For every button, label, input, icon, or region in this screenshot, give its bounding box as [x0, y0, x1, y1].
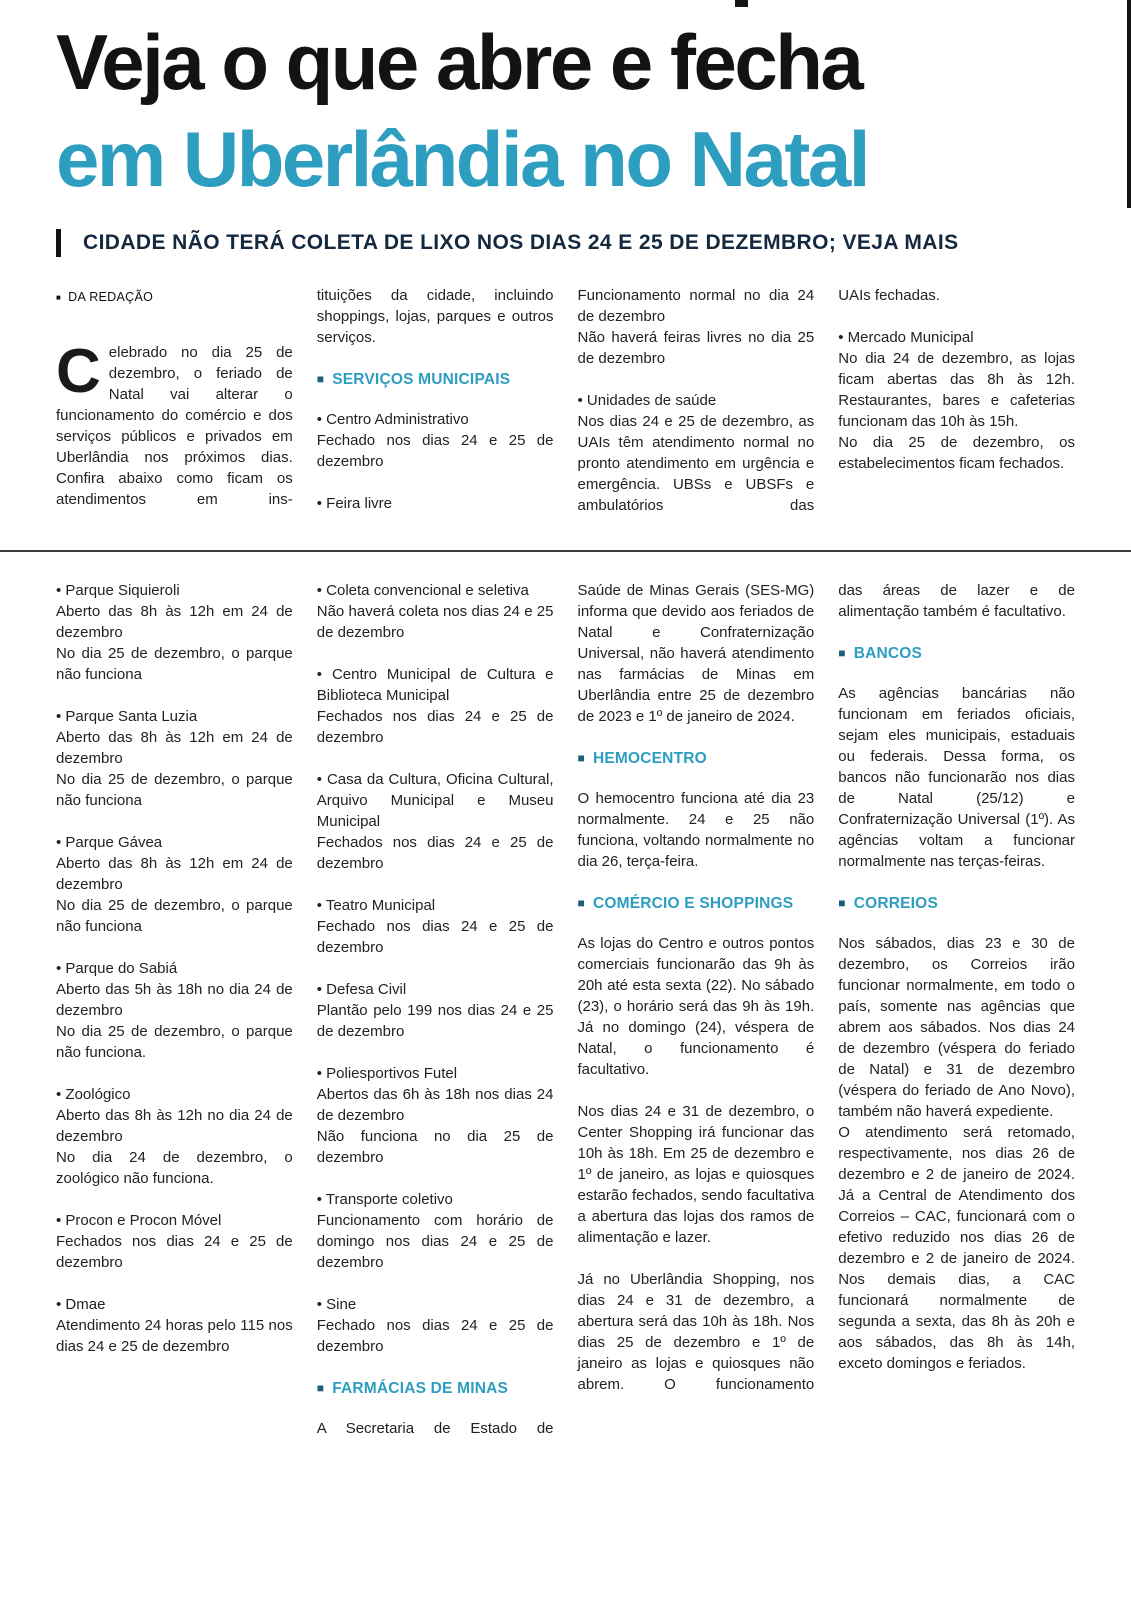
item-line: Fechado nos dias 24 e 25 de dezembro: [316, 918, 554, 957]
paragraph: UAIs fechadas.: [838, 287, 940, 305]
text-column: [838, 580, 1075, 1439]
section-divider: [0, 550, 1131, 552]
headline-line1: Veja o que abre e fecha: [56, 18, 862, 106]
paragraph: O hemocentro funciona até dia 23 normalmente. 24 e 25 não funciona, voltando normalmente no dia 26, terça-feira.: [577, 790, 815, 871]
list-item: [317, 769, 554, 874]
item-line: Abertos das 6h às 18h nos dias 24 de dezembro: [316, 1086, 554, 1125]
item-line: Funcionamento normal no dia 24 de dezembro: [577, 287, 815, 326]
list-item: [838, 327, 1075, 474]
item-line: • Transporte coletivo: [316, 1191, 453, 1209]
section-header: [317, 1378, 554, 1400]
item-line: Fechado nos dias 24 e 25 de dezembro: [316, 432, 554, 471]
item-line: • Poliesportivos Futel: [316, 1065, 458, 1083]
section-header: [838, 893, 1075, 915]
item-line: Não funciona no dia 25 de dezembro: [316, 1128, 554, 1167]
item-line: No dia 25 de dezembro, o parque não funciona.: [56, 1023, 293, 1062]
item-line: • Parque Gávea: [56, 834, 163, 852]
square-bullet-icon: ■: [838, 896, 846, 911]
section-header: [578, 748, 815, 770]
list-item: [317, 1294, 554, 1357]
paragraph: das áreas de lazer e de alimentação também é facultativo.: [838, 582, 1075, 621]
item-line: Não haverá coleta nos dias 24 e 25 de dezembro: [316, 603, 554, 642]
list-item: [56, 580, 293, 685]
item-line: Aberto das 8h às 12h em 24 de dezembro: [56, 855, 293, 894]
item-line: • Parque do Sabiá: [56, 960, 178, 978]
item-line: • Sine: [316, 1296, 357, 1314]
bottom-column-group: [56, 580, 1075, 1439]
list-item: [317, 1063, 554, 1168]
item-line: No dia 25 de dezembro, o parque não funciona: [56, 771, 293, 810]
item-line: No dia 25 de dezembro, o parque não funciona: [56, 645, 293, 684]
item-line: • Parque Santa Luzia: [56, 708, 198, 726]
item-line: Aberto das 5h às 18h no dia 24 de dezembro: [56, 981, 293, 1020]
page-edge-artifact: [1127, 0, 1131, 208]
lead-paragraph: Celebrado no dia 25 de dezembro, o feriado de Natal vai alterar o funcionamento do comércio e dos serviços públicos e privados em Uberlândia nos próximos dias. Confira abaixo como ficam os atendimentos em ins-: [56, 337, 293, 509]
list-item: [317, 979, 554, 1042]
square-bullet-icon: ■: [316, 372, 325, 387]
section-header: [317, 369, 554, 391]
text-column: [578, 580, 815, 1439]
text-column: [838, 285, 1075, 516]
item-line: Não haverá feiras livres no dia 25 de dezembro: [577, 329, 815, 368]
list-item: [317, 580, 554, 643]
paragraph: Nos dias 24 e 31 de dezembro, o Center Shopping irá funcionar das 10h às 18h. Em 25 de dezembro e 1º de janeiro, as lojas e quiosques estarão fechados, sendo facultativa a abertura das lojas dos ramos de alimentação e lazer.: [577, 1103, 815, 1247]
item-line: Fechados nos dias 24 e 25 de dezembro: [316, 708, 554, 747]
item-line: • Unidades de saúde: [577, 392, 717, 410]
section-header-label: SERVIÇOS MUNICIPAIS: [332, 371, 511, 389]
item-line: • Defesa Civil: [316, 981, 407, 999]
text-column: [56, 285, 293, 516]
item-line: Fechados nos dias 24 e 25 de dezembro: [56, 1233, 293, 1272]
paragraph: Saúde de Minas Gerais (SES-MG) informa que devido aos feriados de Natal e Confraternização Universal, não haverá atendimento nas farmácias de Minas em Uberlândia entre 25 de dezembro de 2023 e 1º de janeiro de 2024.: [577, 582, 815, 726]
list-item: [578, 390, 815, 516]
article-headline: [56, 14, 1075, 207]
item-line: • Centro Municipal de Cultura e Biblioteca Municipal: [316, 666, 554, 705]
square-bullet-icon: ■: [577, 751, 585, 766]
list-item: [317, 1189, 554, 1273]
top-column-group: [56, 285, 1075, 516]
paragraph: Já no Uberlândia Shopping, nos dias 24 e 31 de dezembro, a abertura será das 10h às 18h. Nos dias 25 de dezembro e 1º de janeiro as lojas e quiosques não abrem. O funcionamento: [577, 1271, 815, 1394]
list-item: [56, 706, 293, 811]
item-line: • Dmae: [56, 1296, 106, 1314]
section-header-label: COMÉRCIO E SHOPPINGS: [592, 895, 794, 913]
byline-square-icon: ■: [56, 292, 62, 302]
item-line: • Zoológico: [56, 1086, 131, 1104]
list-item: [838, 933, 1075, 1374]
item-line: • Feira livre: [316, 495, 393, 513]
list-item: [56, 832, 293, 937]
text-column: [56, 580, 293, 1439]
square-bullet-icon: ■: [577, 896, 585, 911]
section-header: [838, 643, 1075, 665]
paragraph: tituições da cidade, incluindo shoppings, lojas, parques e outros serviços.: [316, 287, 554, 347]
text-column: [578, 285, 815, 516]
item-line: Aberto das 8h às 12h em 24 de dezembro: [56, 729, 293, 768]
item-line: Fechados nos dias 24 e 25 de dezembro: [316, 834, 554, 873]
section-header-label: CORREIOS: [853, 895, 938, 913]
kicker-bar-icon: [56, 229, 61, 257]
list-item: [56, 1294, 293, 1357]
item-line: No dia 24 de dezembro, as lojas ficam abertas das 8h às 12h. Restaurantes, bares e cafeterias funcionam das 10h às 15h.: [838, 350, 1075, 431]
item-line: Fechado nos dias 24 e 25 de dezembro: [316, 1317, 554, 1356]
kicker: [56, 229, 1075, 257]
item-line: Aberto das 8h às 12h no dia 24 de dezembro: [56, 1107, 293, 1146]
kicker-text: CIDADE NÃO TERÁ COLETA DE LIXO NOS DIAS 24 E 25 DE DEZEMBRO; VEJA MAIS: [83, 231, 959, 255]
list-item: [56, 1210, 293, 1273]
section-header: [578, 893, 815, 915]
list-item: [317, 409, 554, 472]
list-item: [317, 895, 554, 958]
headline-line2: em Uberlândia no Natal: [56, 114, 868, 203]
paragraph: As lojas do Centro e outros pontos comerciais funcionarão das 9h às 20h até esta sexta (22). No sábado (23), o horário será das 9h às 19h. Já no domingo (24), véspera de Natal, o funcionamento é facultativo.: [577, 935, 815, 1079]
square-bullet-icon: ■: [316, 1381, 325, 1396]
item-line: No dia 25 de dezembro, os estabelecimentos ficam fechados.: [838, 434, 1075, 473]
item-line: • Coleta convencional e seletiva: [316, 582, 529, 600]
drop-cap: C: [56, 337, 101, 407]
byline-label: DA REDAÇÃO: [68, 290, 154, 305]
item-line: No dia 25 de dezembro, o parque não funciona: [56, 897, 293, 936]
text-column: [317, 580, 554, 1439]
item-line: • Teatro Municipal: [316, 897, 436, 915]
item-line: Nos dias 24 e 25 de dezembro, as UAIs têm atendimento normal no pronto atendimento em urgência e emergência. UBSs e UBSFs e ambulatórios das: [577, 413, 815, 515]
list-item: [317, 493, 554, 514]
section-header-label: BANCOS: [853, 645, 923, 663]
item-line: • Mercado Municipal: [838, 329, 974, 347]
list-item: [56, 1084, 293, 1189]
byline: [56, 287, 293, 308]
section-header-label: FARMÁCIAS DE MINAS: [332, 1380, 509, 1398]
item-line: Aberto das 8h às 12h em 24 de dezembro: [56, 603, 293, 642]
section-header-label: HEMOCENTRO: [592, 750, 707, 768]
list-item: [56, 958, 293, 1063]
paragraph: A Secretaria de Estado de: [316, 1420, 554, 1438]
page-top-artifact: [735, 0, 748, 7]
item-line: • Centro Administrativo: [316, 411, 469, 429]
item-line: • Procon e Procon Móvel: [56, 1212, 222, 1230]
item-line: No dia 24 de dezembro, o zoológico não funciona.: [56, 1149, 293, 1188]
item-line: O atendimento será retomado, respectivamente, nos dias 26 de dezembro e 2 de janeiro de 2024. Já a Central de Atendimento dos Correios – CAC, funcionará com o efetivo reduzido nos dias 26 de dezembro e 2 de janeiro de 2024. Nos demais dias, a CAC funcionará normalmente de segunda a sexta, das 8h às 20h e aos sábados, das 8h às 14h, exceto domingos e feriados.: [838, 1124, 1075, 1373]
list-item: [578, 285, 815, 369]
item-line: Plantão pelo 199 nos dias 24 e 25 de dezembro: [316, 1002, 554, 1041]
item-line: Funcionamento com horário de domingo nos dias 24 e 25 de dezembro: [316, 1212, 554, 1272]
paragraph: As agências bancárias não funcionam em feriados oficiais, sejam eles municipais, estaduais ou federais. Dessa forma, os bancos não funcionarão nos dias de Natal (25/12) e Confraternização Universal (1º). As agências voltam a funcionar normalmente nas terças-feiras.: [838, 685, 1075, 871]
text-column: [317, 285, 554, 516]
item-line: Atendimento 24 horas pelo 115 nos dias 24 e 25 de dezembro: [56, 1317, 293, 1356]
square-bullet-icon: ■: [838, 646, 846, 661]
item-line: Nos sábados, dias 23 e 30 de dezembro, os Correios irão funcionar normalmente, em todo o país, somente nas agências que abrem aos sábados. Nos dias 24 de dezembro (véspera do feriado de Natal) e 31 de dezembro (véspera do feriado de Ano Novo), também não haverá expediente.: [838, 935, 1075, 1121]
item-line: • Casa da Cultura, Oficina Cultural, Arquivo Municipal e Museu Municipal: [316, 771, 554, 831]
list-item: [317, 664, 554, 748]
item-line: • Parque Siquieroli: [56, 582, 180, 600]
